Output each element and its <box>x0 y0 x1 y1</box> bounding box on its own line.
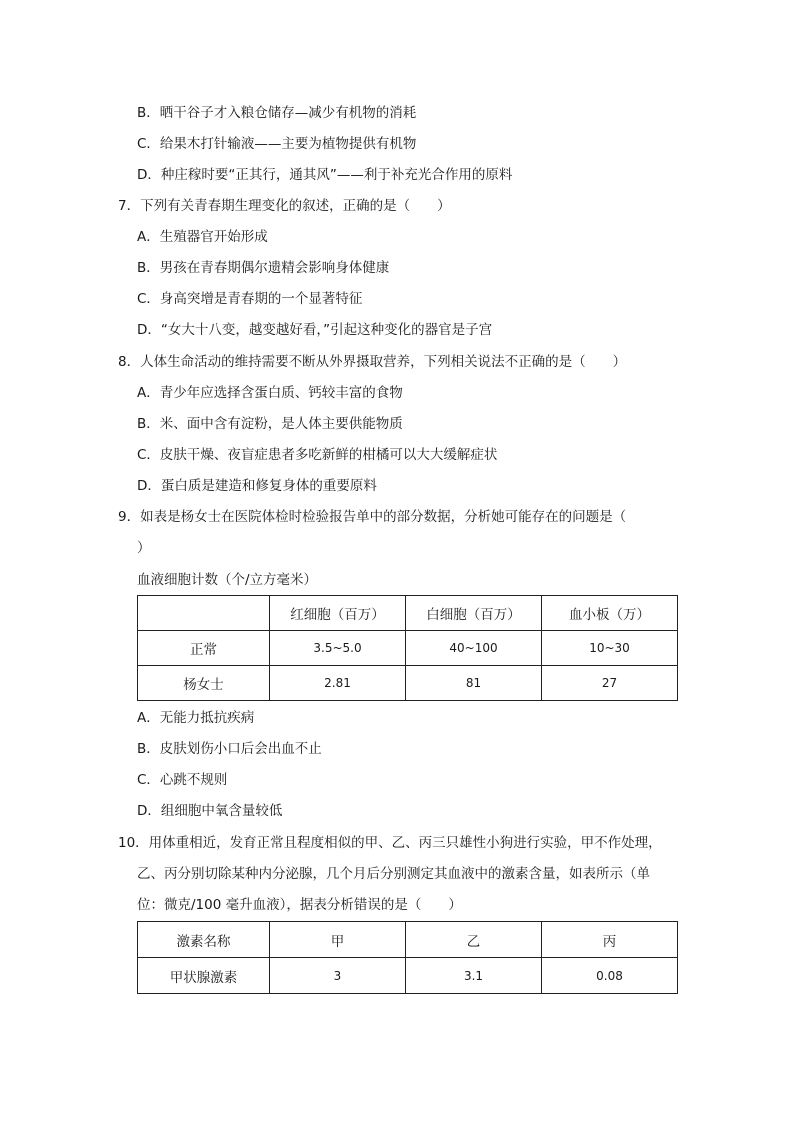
option-c: C．给果木打针输液——主要为植物提供有机物 <box>137 136 417 152</box>
question-9-stem-cont: ） <box>137 540 151 556</box>
question-7-stem: 7．下列有关青春期生理变化的叙述，正确的是（ ） <box>118 198 451 214</box>
hormone-table <box>137 921 678 994</box>
table-row <box>138 666 678 701</box>
question-9-stem: 9．如表是杨女士在医院体检时检验报告单中的部分数据，分析她可能存在的问题是（ <box>118 509 627 525</box>
q7-option-a: A．生殖器官开始形成 <box>137 229 268 245</box>
q7-option-c: C．身高突增是青春期的一个显著特征 <box>137 291 363 307</box>
table-header-cell: 血小板（万） <box>542 596 678 631</box>
option-b: B．晒干谷子才入粮仓储存—减少有机物的消耗 <box>137 105 417 121</box>
q8-option-d: D．蛋白质是建造和修复身体的重要原料 <box>137 478 377 494</box>
table-caption: 血液细胞计数（个/立方毫米） <box>137 572 318 588</box>
table-cell: 3.1 <box>406 958 542 994</box>
table-header-cell: 甲 <box>270 922 406 958</box>
table-header-cell: 激素名称 <box>138 922 270 958</box>
table-cell: 甲状腺激素 <box>138 958 270 994</box>
table-row <box>138 631 678 666</box>
table-header-cell <box>138 596 270 631</box>
table-header-cell: 乙 <box>406 922 542 958</box>
table-cell: 3.5~5.0 <box>270 631 406 666</box>
table-header-cell: 红细胞（百万） <box>270 596 406 631</box>
table-cell: 40~100 <box>406 631 542 666</box>
q7-option-d: D．“女大十八变，越变越好看，”引起这种变化的器官是子宫 <box>137 322 493 338</box>
table-cell: 10~30 <box>542 631 678 666</box>
q9-option-a: A．无能力抵抗疾病 <box>137 710 255 726</box>
q9-option-c: C．心跳不规则 <box>137 772 228 788</box>
q7-option-b: B．男孩在青春期偶尔遗精会影响身体健康 <box>137 260 390 276</box>
table-cell: 正常 <box>138 631 270 666</box>
table-header-row <box>138 596 678 631</box>
question-10-stem-cont: 位：微克/100 毫升血液），据表分析错误的是（ ） <box>137 897 462 913</box>
q9-option-d: D．组细胞中氧含量较低 <box>137 803 283 819</box>
table-cell: 0.08 <box>542 958 678 994</box>
table-header-row <box>138 922 678 958</box>
question-8-stem: 8．人体生命活动的维持需要不断从外界摄取营养，下列相关说法不正确的是（ ） <box>118 354 627 370</box>
table-row <box>138 958 678 994</box>
table-cell: 81 <box>406 666 542 701</box>
table-cell: 杨女士 <box>138 666 270 701</box>
table-header-cell: 丙 <box>542 922 678 958</box>
table-cell: 2.81 <box>270 666 406 701</box>
table-cell: 27 <box>542 666 678 701</box>
q8-option-c: C．皮肤干燥、夜盲症患者多吃新鲜的柑橘可以大大缓解症状 <box>137 447 498 463</box>
blood-count-table <box>137 595 678 701</box>
q9-option-b: B．皮肤划伤小口后会出血不止 <box>137 741 322 757</box>
question-10-stem-cont: 乙、丙分别切除某种内分泌腺，几个月后分别测定其血液中的激素含量，如表所示（单 <box>137 866 650 882</box>
q8-option-a: A．青少年应选择含蛋白质、钙较丰富的食物 <box>137 385 403 401</box>
table-cell: 3 <box>270 958 406 994</box>
q8-option-b: B．米、面中含有淀粉，是人体主要供能物质 <box>137 416 403 432</box>
question-10-stem: 10．用体重相近，发育正常且程度相似的甲、乙、丙三只雄性小狗进行实验，甲不作处理， <box>118 835 662 851</box>
option-d: D．种庄稼时要“正其行，通其风”——利于补充光合作用的原料 <box>137 167 513 183</box>
table-header-cell: 白细胞（百万） <box>406 596 542 631</box>
